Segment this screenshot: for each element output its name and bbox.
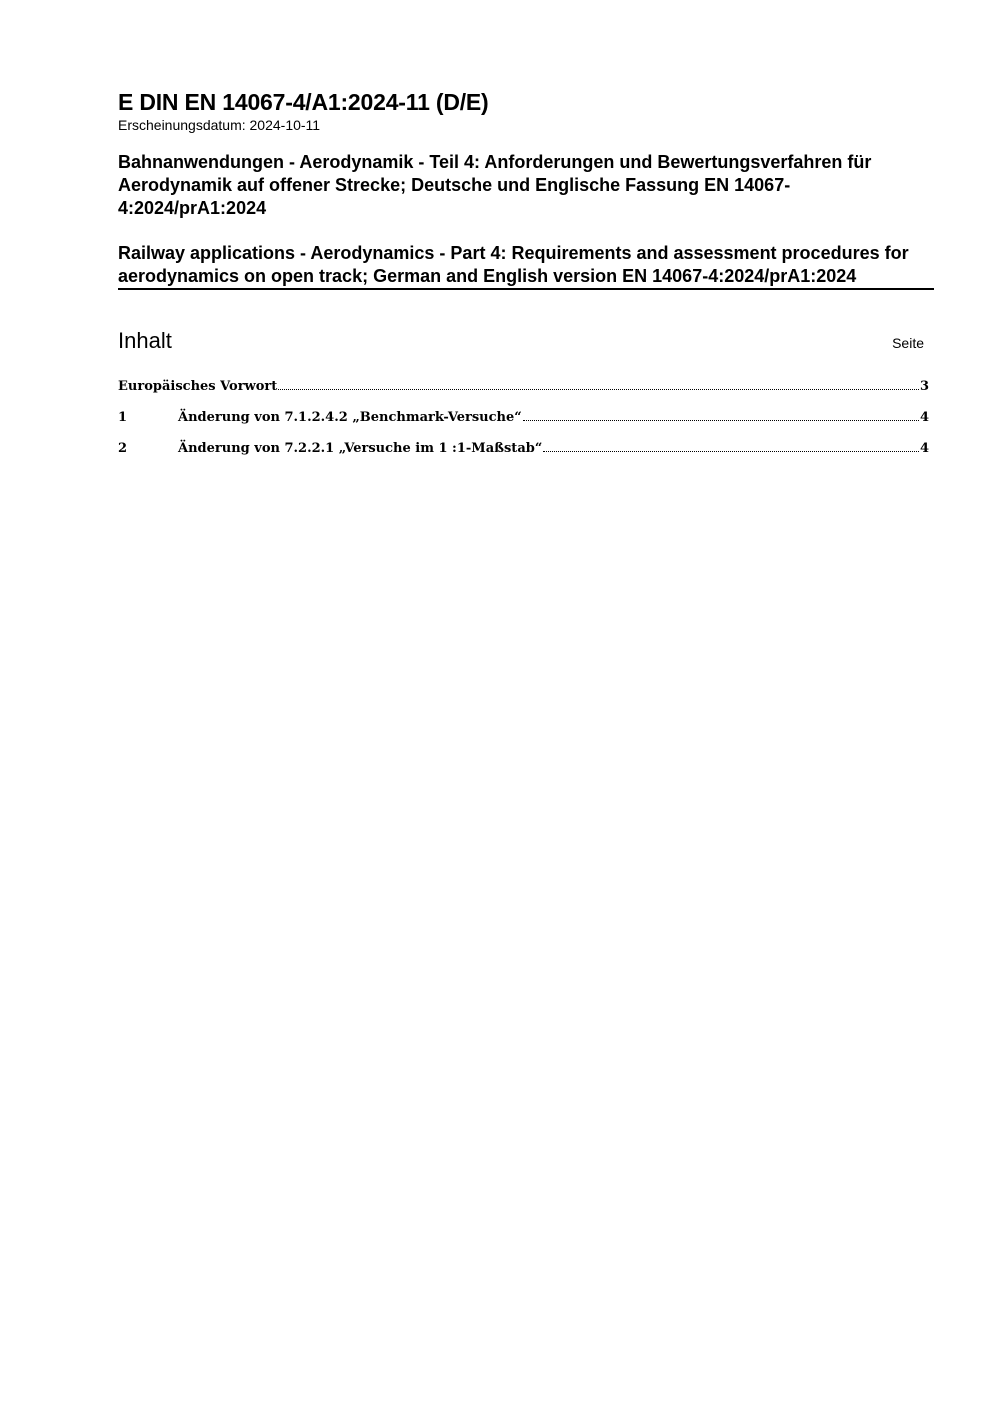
toc-entry-page: 3 <box>919 379 929 394</box>
toc-entry-number: 2 <box>118 441 128 456</box>
toc-entry-text: Europäisches Vorwort <box>118 379 278 394</box>
title-english: Railway applications - Aerodynamics - Part 4: Requirements and assessment procedures for aerodynamics on open track; German and English version EN 14067-4:2024/prA1:2024 <box>118 243 909 286</box>
toc-header <box>118 328 934 368</box>
toc-entry-number: 1 <box>118 410 128 425</box>
toc-entry-text: Änderung von 7.1.2.4.2 „Benchmark-Versuche“ <box>178 410 522 425</box>
toc-dot-leader <box>543 441 919 452</box>
title-divider <box>118 288 934 290</box>
toc-page-label: Seite <box>892 335 924 351</box>
toc-entry-2[interactable] <box>118 441 929 472</box>
toc-entry-page: 4 <box>919 410 929 425</box>
document-page <box>118 88 934 472</box>
toc-dot-leader <box>278 379 919 390</box>
toc-entry-foreword[interactable] <box>118 379 929 410</box>
toc-entry-page: 4 <box>919 441 929 456</box>
toc-title: Inhalt <box>118 328 172 353</box>
toc-dot-leader <box>523 410 919 421</box>
document-number: E DIN EN 14067-4/A1:2024-11 (D/E) <box>118 89 489 115</box>
table-of-contents <box>118 379 929 472</box>
publication-date: Erscheinungsdatum: 2024-10-11 <box>118 117 321 133</box>
toc-entry-1[interactable] <box>118 410 929 441</box>
title-german: Bahnanwendungen - Aerodynamik - Teil 4: Anforderungen und Bewertungsverfahren für Aerodynamik auf offener Strecke; Deutsche und Englische Fassung EN 14067-4:2024/prA1:2024 <box>118 152 872 218</box>
toc-entry-text: Änderung von 7.2.2.1 „Versuche im 1 :1-Maßstab“ <box>178 441 543 456</box>
